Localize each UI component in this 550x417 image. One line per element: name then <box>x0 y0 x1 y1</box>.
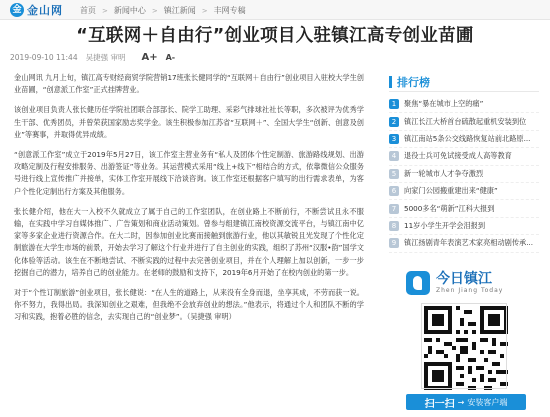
breadcrumb <box>80 5 246 16</box>
qr-code-icon <box>422 304 506 388</box>
font-increase-button[interactable]: A+ <box>141 52 158 63</box>
font-decrease-button[interactable]: A- <box>165 53 176 62</box>
app-download-card <box>406 268 526 416</box>
rank-number: 9 <box>389 238 399 248</box>
ranking-item-title[interactable]: 11岁小学生开学会泪报到 <box>404 220 486 230</box>
article-author: 吴捷强 审明 <box>85 53 126 62</box>
article-paragraph: 金山网讯 九月上旬，镇江高专财经商贸学院营销17班张长健同学的“互联网＋自由行”创业项目入驻校大学生创业苗圃，“创意派工作室”正式挂牌营业。 <box>14 73 364 95</box>
site-logo[interactable] <box>10 3 63 17</box>
breadcrumb-zhenjiang-news[interactable]: 镇江新闻 <box>163 6 196 15</box>
ranking-title: 排行榜 <box>397 75 430 89</box>
article-body <box>14 72 364 332</box>
install-label: 安装客户端 <box>467 397 508 407</box>
article-meta <box>10 52 183 63</box>
ranking-item-title[interactable]: 新一轮城市人才争夺激烈 <box>404 168 484 178</box>
ranking-item-title[interactable]: 聚焦“暴在城市上空的痛” <box>404 99 484 109</box>
ranking-item[interactable] <box>389 200 539 217</box>
app-branding <box>406 268 526 298</box>
rank-number: 7 <box>389 204 399 214</box>
ranking-item[interactable] <box>389 235 539 252</box>
ranking-item-title[interactable]: 5000多名“萌新”江科大报到 <box>404 203 495 213</box>
breadcrumb-home[interactable]: 首页 <box>80 6 96 15</box>
install-client-button[interactable] <box>406 394 526 410</box>
article-title: “互联网＋自由行”创业项目入驻镇江高专创业苗圃 <box>76 26 474 46</box>
breadcrumb-special[interactable]: 丰网专稿 <box>213 6 246 15</box>
ranking-item-title[interactable]: 镇江南站5条公交线路恢复站前北路原... <box>404 133 531 143</box>
top-nav-bar <box>0 0 550 20</box>
app-pinyin: Zhen Jiang Today <box>436 287 504 294</box>
ranking-item[interactable] <box>389 96 539 113</box>
app-name: 今日镇江 <box>436 271 492 287</box>
rank-number: 2 <box>389 117 399 127</box>
ranking-item-title[interactable]: 镇江长江大桥首台硫散起重机安装到位 <box>404 116 527 126</box>
rank-number: 6 <box>389 186 399 196</box>
article-paragraph: 该创业项目负责人张长健历任学院社团联合部部长、院学工助理、采彩气排球社社长等职，多次被评为优秀学生干部、优秀团员，并曾荣获国家励志奖学金。该生积极参加江苏省“互联网＋”、全国大学生“创新、创意及创业”等赛事，并取得优异成绩。 <box>14 105 364 139</box>
rank-number: 3 <box>389 134 399 144</box>
article-paragraph: “创意派工作室”成立于2019年5月27日，该工作室主营业务有“私人及团体个性定制游、旅游路线规划、出游攻略定制及行程安排服务、出游签证”等业务。其运营模式采用“线上+线下”相结合的方式，依靠微信公众服务号进行线上宣传推广并接单，实体工作室开展线下洽谈咨询。该工作室还根据客户填写的出行需求表单，为客户个性化定制出行方案及其他服务。 <box>14 150 364 196</box>
breadcrumb-separator: > <box>201 6 208 15</box>
rank-number: 5 <box>389 169 399 179</box>
ranking-item[interactable] <box>389 183 539 200</box>
breadcrumb-separator: > <box>102 6 108 15</box>
article-date: 2019-09-10 11:44 <box>10 53 78 62</box>
breadcrumb-news-center[interactable]: 新闻中心 <box>113 6 146 15</box>
scan-label: 扫一扫 <box>424 398 455 410</box>
logo-mark: 金 <box>10 3 24 17</box>
logo-text: 金山网 <box>27 4 63 17</box>
article-paragraph: 张长健介绍，他在大一入校不久就成立了属于自己的工作室团队，在创业路上不断前行，不断尝试且永不服输，在实践中学习自媒体推广、广告策划和商业活动策划。曾参与组建镇江南校资源交流平台，与镇江南中亿家等多家企业进行资源合作。在大二时，因参加创业比赛而接触到旅游行业，他以其敏锐且光发现了个性化定制旅游在大学生市场的前景，开始去学习了解这个行业并进行了自主创业的实践，组织了苏州“汉服•韵”国学文化体验等活动。该生在不断地尝试、不断实践的过程中去完善创业项目，并在个人理解上加以创新，一步一步挖掘自己的潜力，培养自己的创业能力。在老师的鼓励和支持下，2019年6月开始了在校内创业的第一步。 <box>14 206 364 277</box>
article-paragraph: 对于“个性订制旅游”创业项目，张长健说：“在人生的道路上，从来没有全身而退，坐享其成，不劳而获一说。你不努力，我得出局。我深知创业之艰难，但我绝不会放弃创业的想法。”他表示，将通过个人和团队不断的学习和实践，抱着必胜的信念，去实现自己的“创业梦”。（吴捷强 审明） <box>14 288 364 322</box>
ranking-sidebar <box>389 72 539 253</box>
ranking-item[interactable] <box>389 218 539 235</box>
rank-number: 4 <box>389 151 399 161</box>
ranking-item[interactable] <box>389 113 539 130</box>
rank-number: 8 <box>389 221 399 231</box>
ranking-item[interactable] <box>389 131 539 148</box>
ranking-item-title[interactable]: 镇江扬剧青年表演艺术家亮相动剧传承... <box>404 238 534 248</box>
ranking-item-title[interactable]: 向家门公园搬重建出来“健康” <box>404 186 498 196</box>
breadcrumb-separator: > <box>151 6 158 15</box>
ranking-list <box>389 96 539 253</box>
arrow-right-icon: → <box>457 397 465 407</box>
ranking-accent-bar <box>389 76 392 88</box>
ranking-header <box>389 72 539 92</box>
ranking-item[interactable] <box>389 166 539 183</box>
font-size-controls <box>141 52 183 63</box>
rank-number: 1 <box>389 99 399 109</box>
ranking-item-title[interactable]: 退役士兵可免试接受成人高等教育 <box>404 151 512 161</box>
app-logo-icon <box>406 271 430 295</box>
ranking-item[interactable] <box>389 148 539 165</box>
